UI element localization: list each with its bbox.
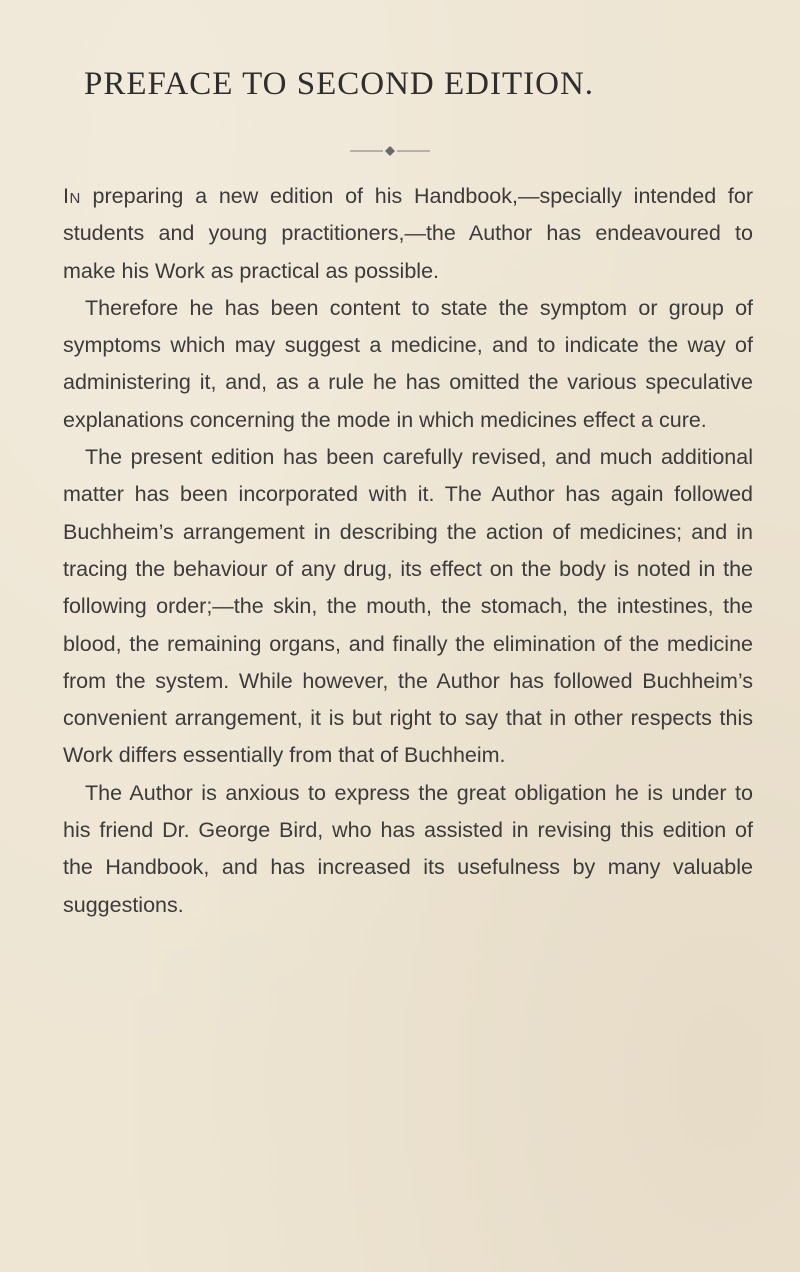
ornament-divider — [350, 144, 430, 158]
paragraph-2: Therefore he has been content to state the symptom or group of symptoms which may suggest a medicine, and to indicate the way of administering it, and, as a rule he has omitted the various speculative explanations concerning the mode in which medicines effect a cure. — [63, 295, 753, 432]
paragraph-4: The Author is anxious to express the great obligation he is under to his friend Dr. George Bird, who has assisted in revising this edition of the Handbook, and has increased its usefulness by many valuable suggestions. — [63, 780, 753, 917]
paragraph-1-text: preparing a new edition of his Handbook,—specially intended for students and young practitioners,—the Author has endeavoured to make his Work as practical as possible. — [63, 184, 753, 283]
paragraph-1-lead: In — [63, 184, 81, 208]
paragraph-1 — [63, 178, 753, 290]
page-title: PREFACE TO SECOND EDITION. — [84, 66, 595, 102]
paragraph-3: The present edition has been carefully revised, and much additional matter has been incorporated with it. The Author has again followed Buchheim’s arrangement in describing the action of medicines; and in tracing the behaviour of any drug, its effect on the body is noted in the following order;—the skin, the mouth, the stomach, the intestines, the blood, the remaining organs, and finally the elimination of the medicine from the system. While however, the Author has followed Buchheim’s convenient arrangement, it is but right to say that in other respects this Work differs essentially from that of Buchheim. — [63, 445, 753, 768]
preface-body — [63, 178, 753, 924]
